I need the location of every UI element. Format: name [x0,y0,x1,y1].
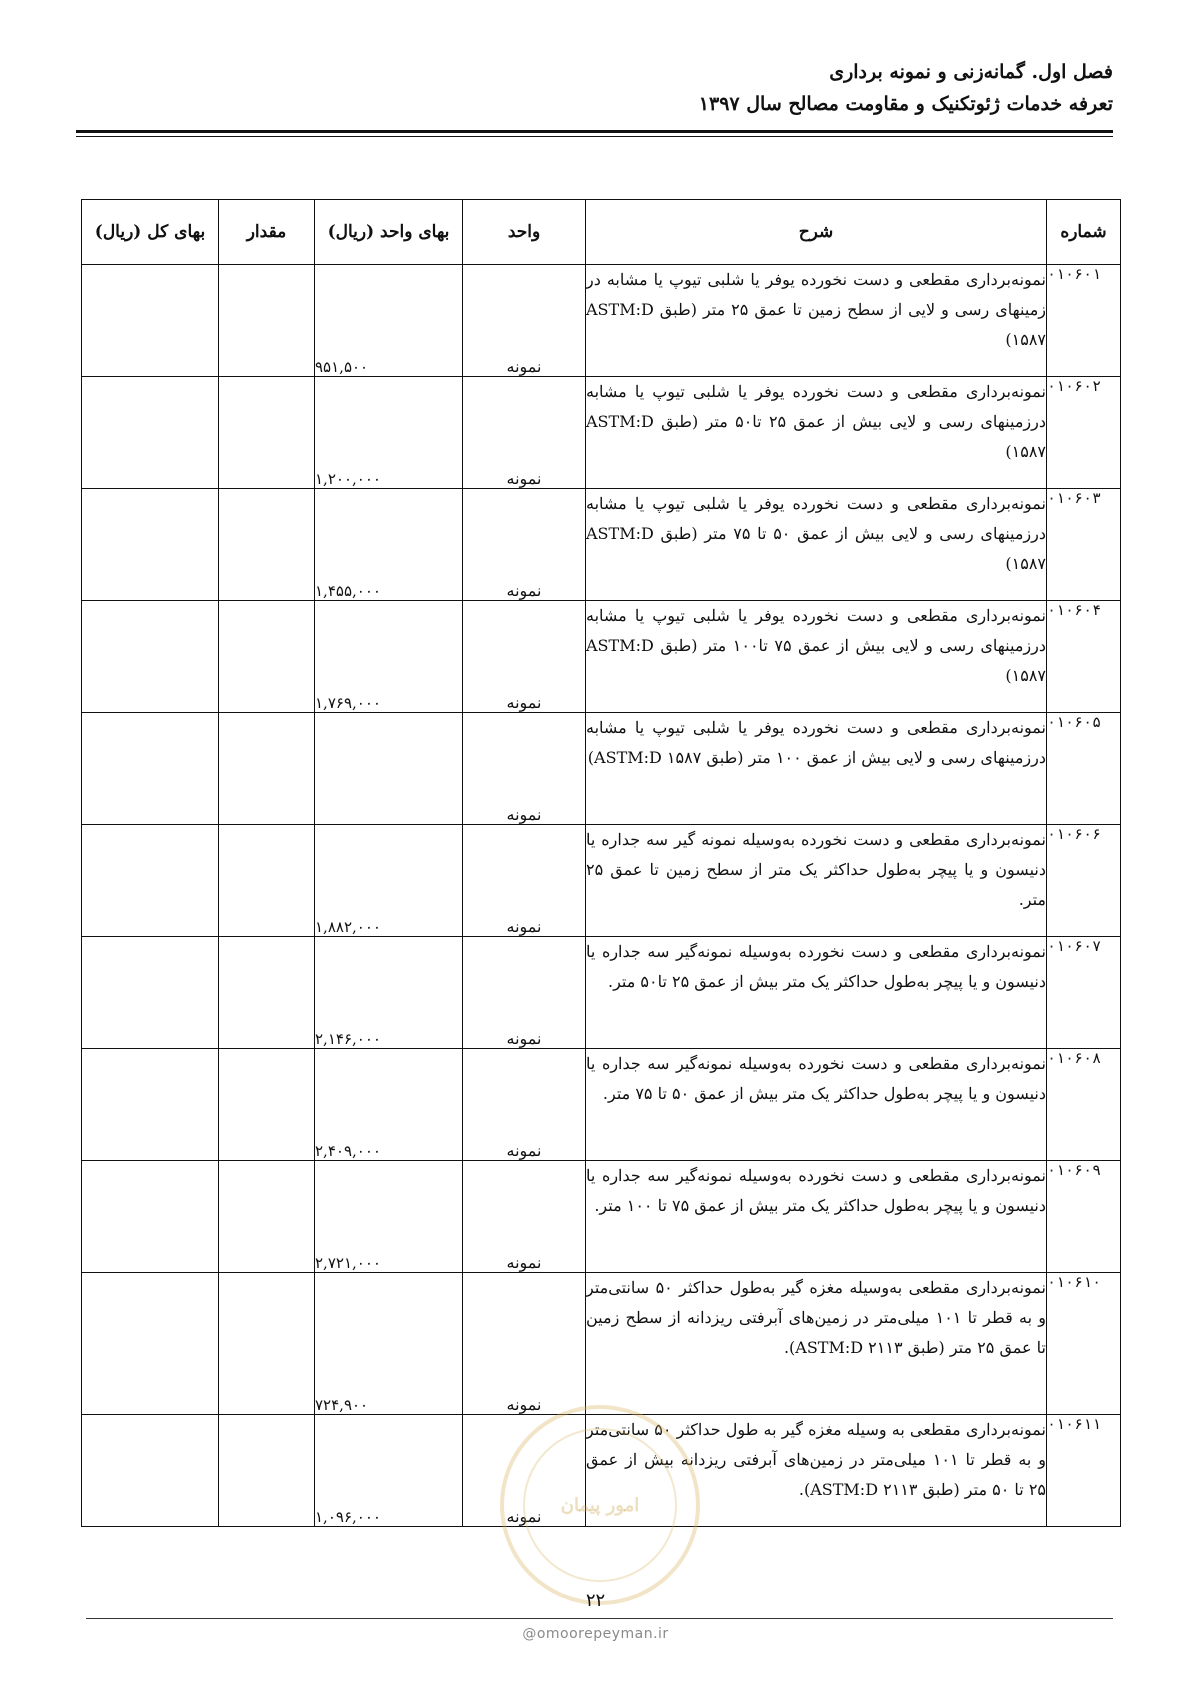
header-rule-thin [76,136,1113,137]
item-quantity [219,377,315,489]
item-code: ۰۱۰۶۱۱ [1047,1415,1121,1527]
footer-rule [86,1618,1113,1619]
table-row [82,825,1121,937]
item-unit: نمونه [463,1049,586,1161]
item-total-price [82,1415,219,1527]
item-quantity [219,601,315,713]
header-rule-thick [76,130,1113,133]
item-total-price [82,1273,219,1415]
item-unit: نمونه [463,825,586,937]
item-unit-price: ۱,۲۰۰,۰۰۰ [315,377,463,489]
chapter-title: فصل اول. گمانه‌زنی و نمونه برداری [829,61,1113,83]
item-total-price [82,825,219,937]
item-description: نمونه‌برداری مقطعی و دست نخورده یوفر یا شلبی تیوپ یا مشابه درزمینهای رسی و لایی بیش از عمق ۵۰ تا ۷۵ متر (طبق ASTM:D ۱۵۸۷) [586,489,1047,601]
item-description: نمونه‌برداری مقطعی و دست نخورده به‌وسیله نمونه‌گیر سه جداره یا دنیسون و یا پیچر به‌طول حداکثر یک متر بیش از عمق ۲۵ تا۵۰ متر. [586,937,1047,1049]
item-total-price [82,713,219,825]
item-description: نمونه‌برداری مقطعی و دست نخورده یوفر یا شلبی تیوپ یا مشابه درزمینهای رسی و لایی بیش از عمق ۲۵ تا۵۰ متر (طبق ASTM:D ۱۵۸۷) [586,377,1047,489]
column-header-quantity: مقدار [219,200,315,265]
table-row [82,1273,1121,1415]
item-quantity [219,1273,315,1415]
item-description: نمونه‌برداری مقطعی و دست نخورده یوفر یا شلبی تیوپ یا مشابه درزمینهای رسی و لایی بیش از عمق ۷۵ تا۱۰۰ متر (طبق ASTM:D ۱۵۸۷) [586,601,1047,713]
item-total-price [82,265,219,377]
item-unit: نمونه [463,937,586,1049]
column-header-description: شرح [586,200,1047,265]
column-header-total-price: بهای کل (ریال) [82,200,219,265]
item-total-price [82,601,219,713]
item-unit-price [315,713,463,825]
page-number: ۲۲ [585,1590,606,1611]
item-unit-price: ۱,۰۹۶,۰۰۰ [315,1415,463,1527]
table-row [82,937,1121,1049]
item-description: نمونه‌برداری مقطعی به‌وسیله مغزه گیر به‌طول حداکثر ۵۰ سانتی‌متر و به قطر تا ۱۰۱ میلی‌متر در زمین‌های آبرفتی ریزدانه از سطح زمین تا عمق ۲۵ متر (طبق ۲۱۱۳ ASTM:D). [586,1273,1047,1415]
item-total-price [82,1049,219,1161]
item-unit-price: ۲,۴۰۹,۰۰۰ [315,1049,463,1161]
item-unit: نمونه [463,713,586,825]
item-unit: نمونه [463,489,586,601]
item-unit-price: ۱,۴۵۵,۰۰۰ [315,489,463,601]
item-description: نمونه‌برداری مقطعی به وسیله مغزه گیر به طول حداکثر ۵۰ سانتی‌متر و به قطر تا ۱۰۱ میلی‌متر در زمین‌های آبرفتی ریزدانه بیش از عمق ۲۵ تا ۵۰ متر (طبق ASTM:D ۲۱۱۳). [586,1415,1047,1527]
item-quantity [219,1415,315,1527]
table-row [82,265,1121,377]
item-unit: نمونه [463,1273,586,1415]
item-quantity [219,937,315,1049]
item-code: ۰۱۰۶۱۰ [1047,1273,1121,1415]
item-quantity [219,825,315,937]
item-quantity [219,713,315,825]
website-watermark: @omoorepeyman.ir [522,1626,669,1642]
item-quantity [219,489,315,601]
table-row [82,377,1121,489]
book-title: تعرفه خدمات ژئوتکنیک و مقاومت مصالح سال ۱۳۹۷ [698,93,1113,115]
item-quantity [219,265,315,377]
column-header-unit: واحد [463,200,586,265]
item-unit: نمونه [463,1415,586,1527]
item-total-price [82,489,219,601]
item-unit-price: ۲,۱۴۶,۰۰۰ [315,937,463,1049]
item-code: ۰۱۰۶۰۵ [1047,713,1121,825]
item-unit-price: ۱,۷۶۹,۰۰۰ [315,601,463,713]
item-unit: نمونه [463,265,586,377]
item-description: نمونه‌برداری مقطعی و دست نخورده یوفر یا شلبی تیوپ یا مشابه درزمینهای رسی و لایی بیش از عمق ۱۰۰ متر (طبق ASTM:D ۱۵۸۷) [586,713,1047,825]
watermark-seal [500,1405,700,1605]
item-code: ۰۱۰۶۰۸ [1047,1049,1121,1161]
item-code: ۰۱۰۶۰۱ [1047,265,1121,377]
item-code: ۰۱۰۶۰۲ [1047,377,1121,489]
item-unit: نمونه [463,601,586,713]
item-code: ۰۱۰۶۰۳ [1047,489,1121,601]
table-header-row [82,200,1121,265]
item-unit-price: ۹۵۱,۵۰۰ [315,265,463,377]
seal-text: امور پیمان [523,1428,677,1582]
item-code: ۰۱۰۶۰۴ [1047,601,1121,713]
item-unit-price: ۱,۸۸۲,۰۰۰ [315,825,463,937]
price-table [81,199,1121,1527]
table-row [82,601,1121,713]
item-description: نمونه‌برداری مقطعی و دست نخورده به‌وسیله نمونه‌گیر سه جداره یا دنیسون و یا پیچر به‌طول حداکثر یک متر بیش از عمق ۷۵ تا ۱۰۰ متر. [586,1161,1047,1273]
item-unit: نمونه [463,377,586,489]
item-description: نمونه‌برداری مقطعی و دست نخورده به‌وسیله نمونه گیر سه جداره یا دنیسون و یا پیچر به‌طول حداکثر یک متر از سطح زمین تا عمق ۲۵ متر. [586,825,1047,937]
item-quantity [219,1049,315,1161]
item-code: ۰۱۰۶۰۹ [1047,1161,1121,1273]
column-header-unit-price: بهای واحد (ریال) [315,200,463,265]
table-row [82,1161,1121,1273]
item-total-price [82,1161,219,1273]
table-row [82,713,1121,825]
table-row [82,1049,1121,1161]
page-header [76,55,1113,119]
item-description: نمونه‌برداری مقطعی و دست نخورده به‌وسیله نمونه‌گیر سه جداره یا دنیسون و یا پیچر به‌طول حداکثر یک متر بیش از عمق ۵۰ تا ۷۵ متر. [586,1049,1047,1161]
item-total-price [82,377,219,489]
item-unit: نمونه [463,1161,586,1273]
item-unit-price: ۲,۷۲۱,۰۰۰ [315,1161,463,1273]
item-code: ۰۱۰۶۰۶ [1047,825,1121,937]
item-unit-price: ۷۲۴,۹۰۰ [315,1273,463,1415]
item-description: نمونه‌برداری مقطعی و دست نخورده یوفر یا شلبی تیوپ یا مشابه در زمینهای رسی و لایی از سطح زمین تا عمق ۲۵ متر (طبق ASTM:D ۱۵۸۷) [586,265,1047,377]
item-code: ۰۱۰۶۰۷ [1047,937,1121,1049]
item-quantity [219,1161,315,1273]
column-header-code: شماره [1047,200,1121,265]
table-row [82,489,1121,601]
item-total-price [82,937,219,1049]
